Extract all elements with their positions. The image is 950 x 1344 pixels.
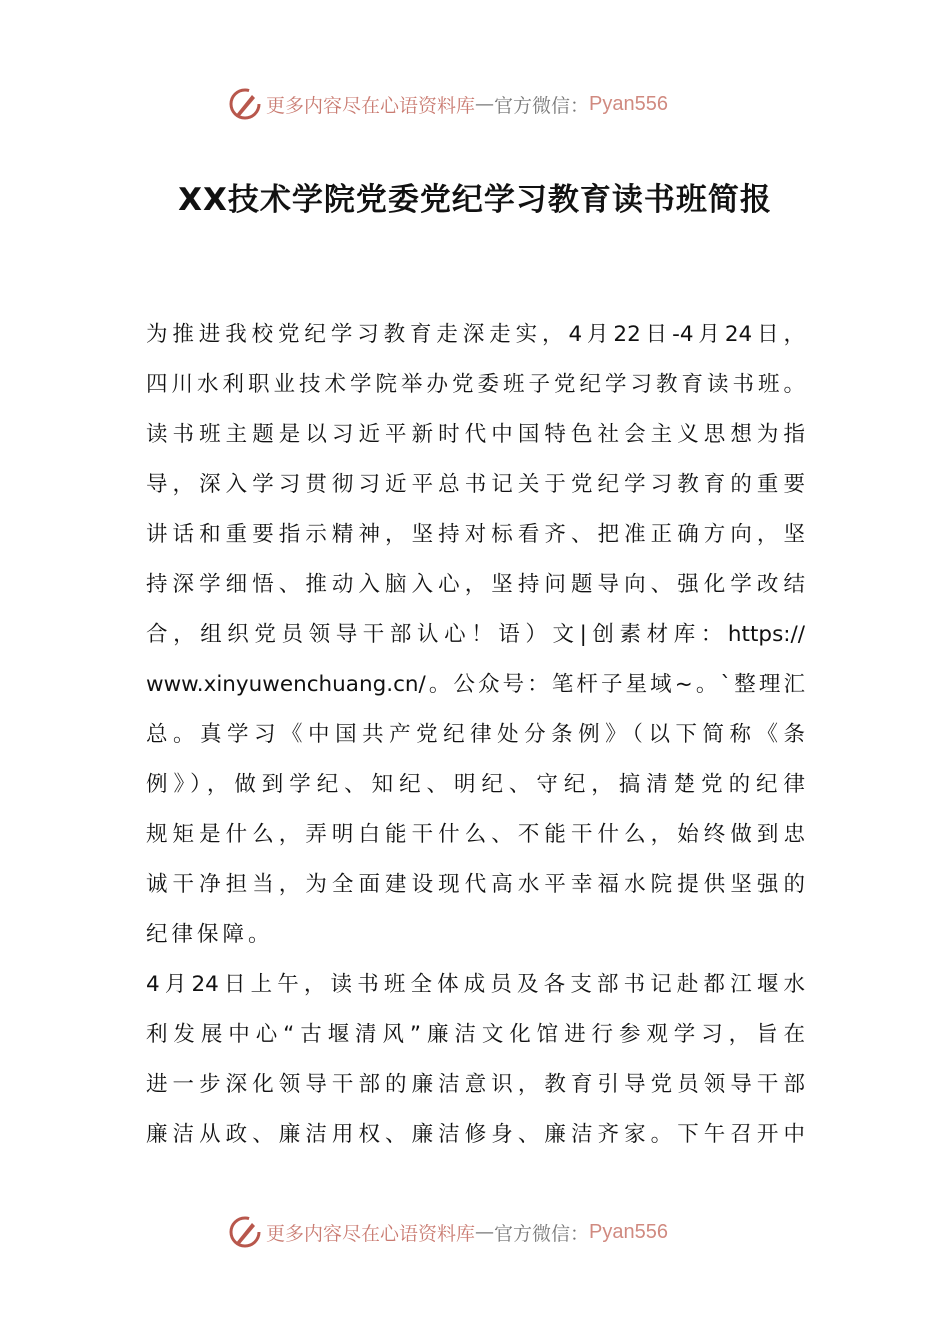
paragraph-line: 纪律保障。	[146, 922, 274, 947]
watermark-dash: —	[475, 1221, 495, 1243]
paragraph-line: 规矩是什么，弄明白能干什么、不能干什么，始终做到忠	[146, 822, 805, 847]
paragraph-line: 廉洁从政、廉洁用权、廉洁修身、廉洁齐家。下午召开中	[146, 1122, 805, 1147]
watermark-site-text: 更多内容尽在心语资料库	[266, 1222, 476, 1245]
paragraph-line: 导，深入学习贯彻习近平总书记关于党纪学习教育的重要	[146, 472, 805, 497]
paragraph-line: 诚干净担当，为全面建设现代高水平幸福水院提供坚强的	[146, 872, 805, 897]
watermark-wechat-id: Pyan556	[589, 1220, 668, 1243]
watermark-site-text: 更多内容尽在心语资料库	[266, 94, 476, 117]
paragraph-line: www.xinyuwenchuang.cn/。公众号：笔杆子星域~。`整理汇	[146, 672, 805, 697]
paragraph-line: 合，组织党员领导干部认心！语）文|创素材库：https://	[146, 622, 805, 647]
watermark-dash: —	[475, 93, 495, 115]
watermark-header	[228, 84, 728, 124]
watermark-footer	[228, 1212, 728, 1252]
pen-logo-icon	[228, 1215, 262, 1249]
watermark-wechat-label: 官方微信：	[494, 1222, 590, 1245]
watermark-wechat-id: Pyan556	[589, 92, 668, 115]
paragraph-line: 读书班主题是以习近平新时代中国特色社会主义思想为指	[146, 422, 805, 447]
paragraph-line: 四川水利职业技术学院举办党委班子党纪学习教育读书班。	[146, 372, 805, 397]
document-body	[146, 310, 805, 1160]
paragraph-line: 4月24日上午，读书班全体成员及各支部书记赴都江堰水	[146, 972, 805, 997]
paragraph-line: 总。真学习《中国共产党纪律处分条例》（以下简称《条	[146, 722, 805, 747]
document-title: XX技术学院党委党纪学习教育读书班简报	[178, 182, 772, 218]
paragraph-line: 例》），做到学纪、知纪、明纪、守纪，搞清楚党的纪律	[146, 772, 805, 797]
paragraph-line: 为推进我校党纪学习教育走深走实，4月22日-4月24日，	[146, 322, 805, 347]
watermark-wechat-label: 官方微信：	[494, 94, 590, 117]
paragraph-line: 利发展中心“古堰清风”廉洁文化馆进行参观学习，旨在	[146, 1022, 805, 1047]
paragraph-line: 讲话和重要指示精神，坚持对标看齐、把准正确方向，坚	[146, 522, 805, 547]
pen-logo-icon	[228, 87, 262, 121]
paragraph-line: 进一步深化领导干部的廉洁意识，教育引导党员领导干部	[146, 1072, 805, 1097]
paragraph-line: 持深学细悟、推动入脑入心，坚持问题导向、强化学改结	[146, 572, 805, 597]
